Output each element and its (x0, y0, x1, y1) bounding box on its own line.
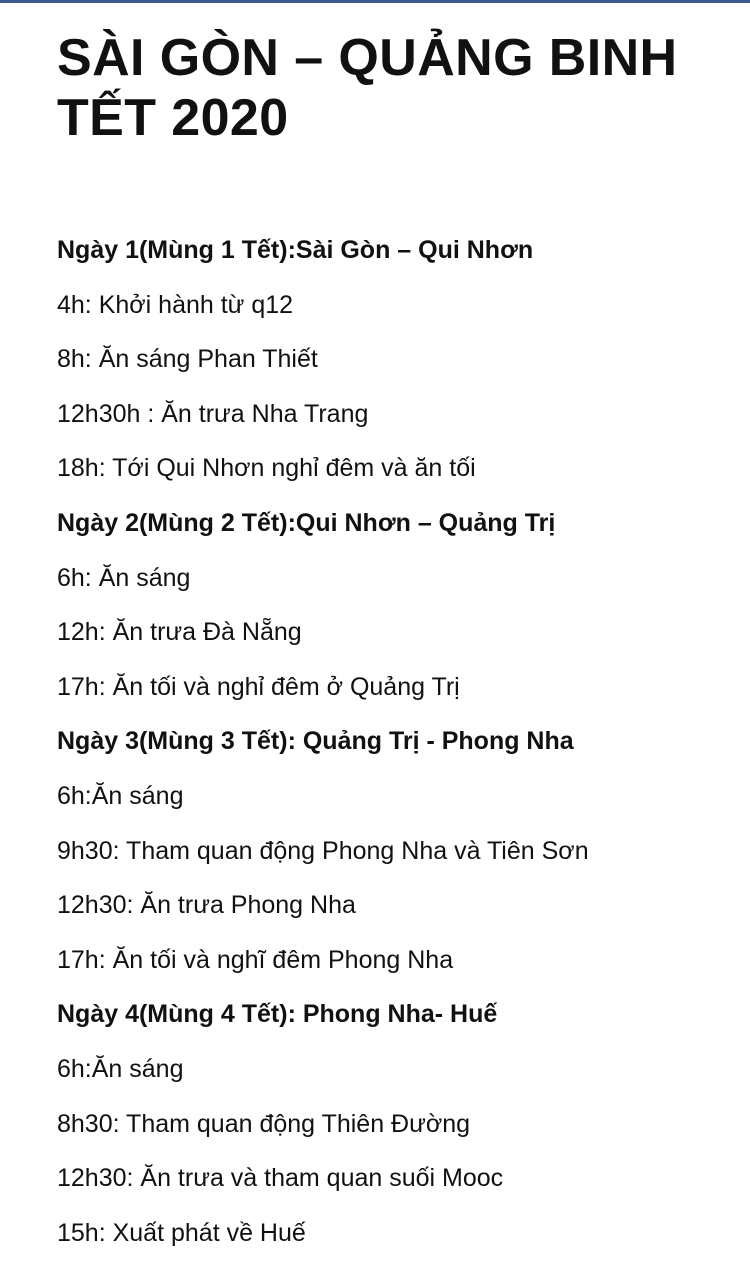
itinerary-line: 15h: Xuất phát về Huế (57, 1218, 306, 1247)
itinerary-line: 12h30h : Ăn trưa Nha Trang (57, 399, 369, 428)
day-heading: Ngày 2(Mùng 2 Tết):Qui Nhơn – Quảng Trị (57, 508, 556, 537)
day-heading: Ngày 4(Mùng 4 Tết): Phong Nha- Huế (57, 1000, 498, 1029)
itinerary-line: 12h30: Ăn trưa Phong Nha (57, 891, 356, 920)
day-heading: Ngày 1(Mùng 1 Tết):Sài Gòn – Qui Nhơn (57, 236, 534, 264)
itinerary-line: 8h30: Tham quan động Thiên Đường (57, 1109, 471, 1138)
itinerary-line: 17h: Ăn tối và nghỉ đêm ở Quảng Trị (57, 672, 460, 701)
itinerary-line: 8h: Ăn sáng Phan Thiết (57, 345, 318, 374)
itinerary (57, 230, 737, 1267)
itinerary-line: 9h30: Tham quan động Phong Nha và Tiên Sơn (57, 836, 589, 865)
document-title (57, 28, 678, 148)
itinerary-line: 18h: Tới Qui Nhơn nghỉ đêm và ăn tối (57, 454, 476, 483)
title-line-1: SÀI GÒN – QUẢNG BINH (57, 29, 678, 87)
title-line-2: TẾT 2020 (57, 89, 289, 147)
itinerary-line: 12h: Ăn trưa Đà Nẵng (57, 618, 302, 647)
top-divider (0, 0, 750, 3)
itinerary-line: 12h30: Ăn trưa và tham quan suối Mooc (57, 1164, 504, 1193)
itinerary-line: 4h: Khởi hành từ q12 (57, 290, 294, 319)
itinerary-line: 6h:Ăn sáng (57, 781, 184, 810)
itinerary-line: 17h: Ăn tối và nghĩ đêm Phong Nha (57, 945, 454, 974)
day-heading: Ngày 3(Mùng 3 Tết): Quảng Trị - Phong Nha (57, 727, 574, 756)
itinerary-line: 6h: Ăn sáng (57, 563, 191, 592)
itinerary-line: 6h:Ăn sáng (57, 1054, 184, 1083)
